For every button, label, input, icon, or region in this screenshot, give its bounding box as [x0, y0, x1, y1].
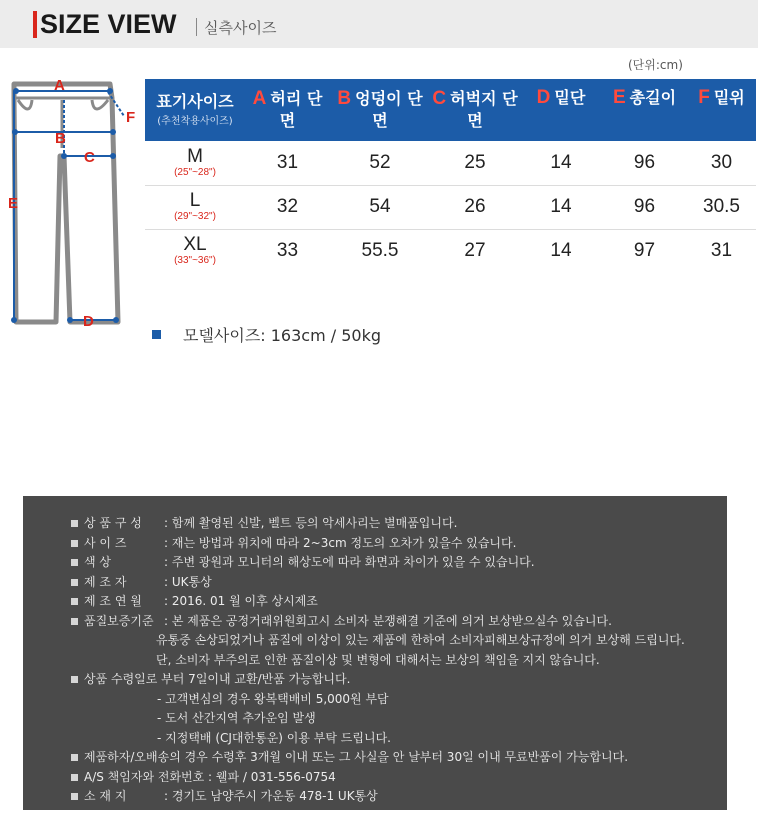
model-size: 모델사이즈: 163cm / 50kg: [152, 323, 381, 346]
square-bullet-icon: [71, 579, 78, 586]
value-cell: 26: [430, 185, 520, 229]
notice-line: 사 이 즈 : 재는 방법과 위치에 따라 2~3cm 정도의 오차가 있을수 있습니다.: [23, 534, 727, 554]
pants-diagram: [0, 70, 140, 330]
value-cell: 55.5: [361, 240, 399, 262]
header-size: 표기사이즈 (추천착용사이즈): [156, 92, 234, 127]
square-bullet-icon: [71, 676, 78, 683]
square-bullet-icon: [71, 559, 78, 566]
square-bullet-icon: [71, 540, 78, 547]
notice-line: - 도서 산간지역 추가운임 발생: [157, 711, 316, 725]
value-cell: 33: [276, 240, 299, 262]
notice-line: 단, 소비자 부주의로 인한 품질이상 및 변형에 대해서는 보상의 책임을 지지 않습니다.: [156, 652, 600, 667]
notice-line: 상품 수령일로 부터 7일이내 교환/반품 가능합니다.: [23, 670, 727, 690]
value-cell: 96: [602, 185, 687, 229]
value-cell: 25: [430, 141, 520, 185]
value-cell: 30: [687, 141, 756, 185]
diagram-label-c: C: [84, 149, 95, 166]
header-waist: A 허리 단면: [252, 88, 323, 130]
page-title: SIZE VIEW: [40, 9, 177, 39]
square-bullet-icon: [71, 598, 78, 605]
notice-line: 제품하자/오배송의 경우 수령후 3개월 이내 또는 그 사실을 안 날부터 30일 이내 무료반품이 가능합니다.: [23, 748, 727, 768]
header-accent-bar: [33, 11, 37, 38]
notice-line: 소 재 지 : 경기도 남양주시 가운동 478-1 UK통상: [23, 787, 727, 807]
notice-line: 제 조 자 : UK통상: [23, 573, 727, 593]
diagram-label-d: D: [83, 313, 94, 330]
value-cell: 14: [550, 240, 572, 262]
value-cell: 30.5: [687, 185, 756, 229]
diagram-label-e: E: [8, 195, 19, 212]
header-thigh: C 허벅지 단면: [432, 88, 518, 130]
value-cell: 97: [633, 240, 656, 262]
value-cell: 14: [520, 141, 602, 185]
square-bullet-icon: [71, 618, 78, 625]
header-hip: B 엉덩이 단면: [337, 88, 423, 130]
notice-line: A/S 책임자와 전화번호 : 웰파 / 031-556-0754: [23, 768, 727, 788]
size-cell: L (29"~32"): [145, 185, 245, 229]
square-bullet-icon: [71, 774, 78, 781]
table-row: [145, 141, 756, 185]
size-table: [145, 79, 756, 273]
square-bullet-icon: [71, 793, 78, 800]
notice-line: - 고객변심의 경우 왕복택배비 5,000원 부담: [157, 691, 389, 706]
table-row: [145, 185, 756, 229]
value-cell: 31: [710, 240, 733, 262]
size-cell: XL (33"~36"): [174, 234, 216, 267]
diagram-label-f: F: [126, 109, 136, 126]
header-length: E 총길이: [612, 87, 677, 108]
header-hem: D 밑단: [536, 87, 586, 108]
header-divider: [196, 18, 197, 36]
notice-line: 제 조 연 월 : 2016. 01 월 이후 상시제조: [23, 592, 727, 612]
square-bullet-icon: [71, 754, 78, 761]
size-table-header: [145, 79, 756, 141]
diagram-label-b: B: [55, 130, 66, 147]
square-bullet-icon: [152, 330, 161, 339]
diagram-label-a: A: [54, 77, 65, 94]
header-rise: F 밑위: [698, 87, 745, 108]
page-subtitle: 실측사이즈: [204, 19, 277, 37]
notice-line: - 지정택배 (CJ대한통운) 이용 부탁 드립니다.: [157, 730, 391, 745]
value-cell: 14: [520, 185, 602, 229]
square-bullet-icon: [71, 520, 78, 527]
value-cell: 52: [330, 141, 430, 185]
value-cell: 32: [245, 185, 330, 229]
size-cell: M (25"~28"): [145, 141, 245, 185]
notice-line: 유통중 손상되었거나 품질에 이상이 있는 제품에 한하여 소비자피해보상규정에 의거 보상해 드립니다.: [156, 633, 685, 647]
value-cell: 96: [602, 141, 687, 185]
notice-line: 품질보증기준 : 본 제품은 공정거래위원회고시 소비자 분쟁해결 기준에 의거 보상받으실수 있습니다.: [23, 612, 727, 632]
notice-line: 상 품 구 성 : 함께 촬영된 신발, 벨트 등의 악세사리는 별매품입니다.: [23, 514, 727, 534]
unit-note: (단위:cm): [628, 58, 683, 72]
value-cell: 31: [245, 141, 330, 185]
value-cell: 54: [330, 185, 430, 229]
product-notice: [23, 496, 727, 810]
value-cell: 27: [464, 240, 486, 262]
notice-line: 색 상 : 주변 광원과 모니터의 해상도에 따라 화면과 차이가 있을 수 있습니다.: [23, 553, 727, 573]
table-row: [145, 229, 756, 273]
